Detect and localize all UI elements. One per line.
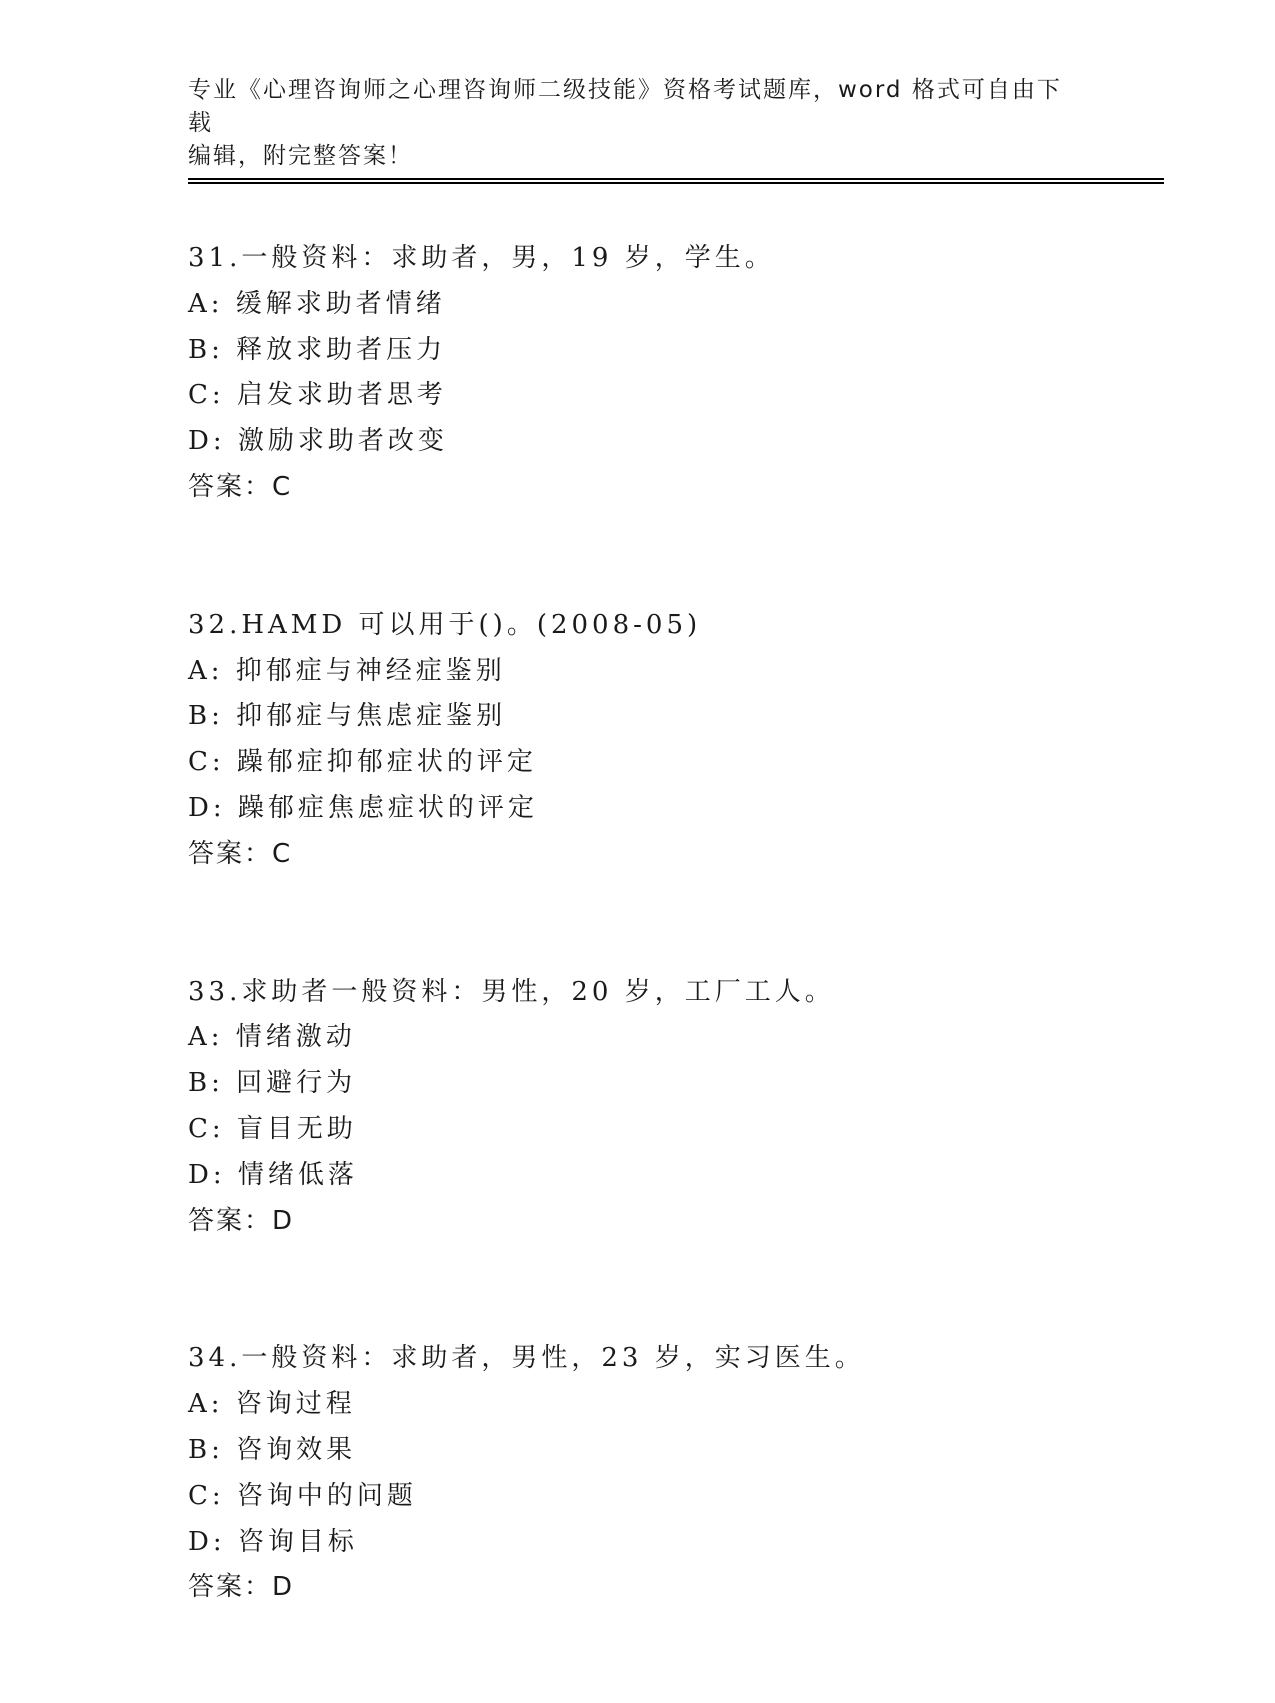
question-33: [188, 970, 1148, 1245]
option-c: C: 盲目无助: [188, 1113, 357, 1144]
question-stem: 31.一般资料：求助者，男，19 岁，学生。: [188, 243, 775, 273]
option-b: B: 抑郁症与焦虑症鉴别: [188, 701, 507, 732]
option-b: B: 咨询效果: [188, 1434, 357, 1465]
answer-label: 答案：D: [188, 1205, 295, 1236]
option-b: B: 回避行为: [188, 1068, 357, 1099]
header-line-1: 专业《心理咨询师之心理咨询师二级技能》资格考试题库，word 格式可自由下载: [188, 77, 1062, 136]
header-divider: [188, 178, 1164, 184]
option-c: C: 躁郁症抑郁症状的评定: [188, 747, 537, 778]
answer-label: 答案：D: [188, 1572, 295, 1603]
question-stem: 34.一般资料：求助者，男性，23 岁，实习医生。: [188, 1343, 865, 1374]
option-a: A: 情绪激动: [188, 1022, 356, 1053]
question-31: [188, 236, 1148, 511]
answer-label: 答案：C: [188, 838, 293, 869]
question-list: [188, 236, 1148, 1703]
question-32: [188, 603, 1148, 878]
option-a: A: 抑郁症与神经症鉴别: [188, 655, 506, 686]
header-line-2: 编辑，附完整答案！: [188, 143, 413, 169]
option-d: D: 躁郁症焦虑症状的评定: [188, 792, 538, 823]
option-d: D: 情绪低落: [188, 1159, 358, 1190]
question-stem: 32.HAMD 可以用于()。(2008-05): [188, 609, 702, 640]
option-d: D: 咨询目标: [188, 1526, 358, 1557]
option-c: C: 咨询中的问题: [188, 1480, 417, 1511]
question-34: [188, 1336, 1148, 1611]
option-a: A: 缓解求助者情绪: [188, 288, 446, 319]
option-b: B: 释放求助者压力: [188, 334, 447, 365]
answer-label: 答案：C: [188, 471, 293, 502]
question-stem: 33.求助者一般资料：男性，20 岁，工厂工人。: [188, 976, 835, 1007]
document-header: [188, 74, 1068, 173]
option-c: C: 启发求助者思考: [188, 380, 447, 411]
option-a: A: 咨询过程: [188, 1389, 356, 1420]
option-d: D: 激励求助者改变: [188, 426, 448, 457]
